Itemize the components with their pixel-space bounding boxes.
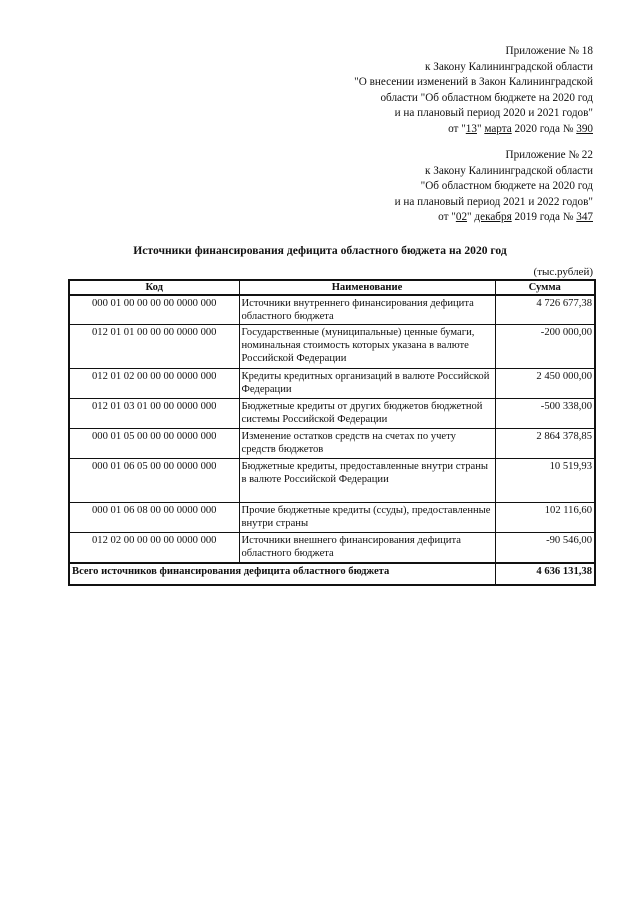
document-title: Источники финансирования дефицита областного бюджета на 2020 год (133, 244, 507, 257)
appendix-22-law-ref: к Закону Калининградской области (425, 164, 593, 177)
row-name: Бюджетные кредиты от других бюджетов бюджетной системы Российской Федерации (239, 399, 495, 429)
table-row (69, 429, 595, 459)
row-amount: 2 450 000,00 (495, 369, 595, 399)
table-row (69, 369, 595, 399)
row-code: 012 02 00 00 00 00 0000 000 (69, 533, 239, 563)
row-name: Источники внешнего финансирования дефицита областного бюджета (239, 533, 495, 563)
appendix-22-law-name-1: "Об областном бюджете на 2020 год (420, 180, 593, 193)
row-code: 012 01 03 01 00 00 0000 000 (69, 399, 239, 429)
row-amount: 102 116,60 (495, 503, 595, 533)
row-name: Изменение остатков средств на счетах по учету средств бюджетов (239, 429, 495, 459)
row-name: Прочие бюджетные кредиты (ссуды), предоставленные внутри страны (239, 503, 495, 533)
appendix-18-title: Приложение № 18 (505, 45, 593, 57)
row-name: Государственные (муниципальные) ценные бумаги, номинальная стоимость которых указана в валюте Российской Федерации (239, 325, 495, 369)
header-code: Код (69, 280, 239, 295)
appendix-18-law-ref: к Закону Калининградской области (425, 60, 593, 73)
table-row (69, 399, 595, 429)
appendix-22-header (395, 148, 593, 226)
appendix-22-date: от "02" декабря 2019 года № 347 (438, 211, 593, 224)
row-code: 000 01 06 05 00 00 0000 000 (69, 459, 239, 503)
row-name: Кредиты кредитных организаций в валюте Российской Федерации (239, 369, 495, 399)
row-code: 012 01 01 00 00 00 0000 000 (69, 325, 239, 369)
row-amount: 4 726 677,38 (495, 295, 595, 325)
table-header-row (69, 280, 595, 295)
header-name: Наименование (239, 280, 495, 295)
table-row (69, 325, 595, 369)
appendix-22-law-name-2: и на плановый период 2021 и 2022 годов" (394, 195, 593, 208)
table-row (69, 533, 595, 563)
row-amount: -200 000,00 (495, 325, 595, 369)
financing-sources-table (68, 279, 596, 586)
row-name: Источники внутреннего финансирования дефицита областного бюджета (239, 295, 495, 325)
table-row (69, 295, 595, 325)
row-code: 000 01 06 08 00 00 0000 000 (69, 503, 239, 533)
total-label: Всего источников финансирования дефицита областного бюджета (69, 563, 495, 585)
row-code: 000 01 00 00 00 00 0000 000 (69, 295, 239, 325)
table-row (69, 503, 595, 533)
appendix-18-law-name-2: области "Об областном бюджете на 2020 год (380, 91, 593, 104)
appendix-18-law-name-1: "О внесении изменений в Закон Калининградской (354, 76, 593, 89)
row-code: 000 01 05 00 00 00 0000 000 (69, 429, 239, 459)
units-label: (тыс.рублей) (533, 266, 593, 278)
table-row (69, 459, 595, 503)
appendix-22-title: Приложение № 22 (505, 149, 593, 161)
row-name: Бюджетные кредиты, предоставленные внутри страны в валюте Российской Федерации (239, 459, 495, 503)
row-amount: -90 546,00 (495, 533, 595, 563)
appendix-18-law-name-3: и на плановый период 2020 и 2021 годов" (394, 107, 593, 120)
table-total-row (69, 563, 595, 585)
appendix-18-header (354, 44, 593, 138)
row-code: 012 01 02 00 00 00 0000 000 (69, 369, 239, 399)
row-amount: -500 338,00 (495, 399, 595, 429)
row-amount: 10 519,93 (495, 459, 595, 503)
appendix-18-date: от "13" марта 2020 года № 390 (448, 122, 593, 135)
header-amount: Сумма (495, 280, 595, 295)
row-amount: 2 864 378,85 (495, 429, 595, 459)
total-amount: 4 636 131,38 (495, 563, 595, 585)
